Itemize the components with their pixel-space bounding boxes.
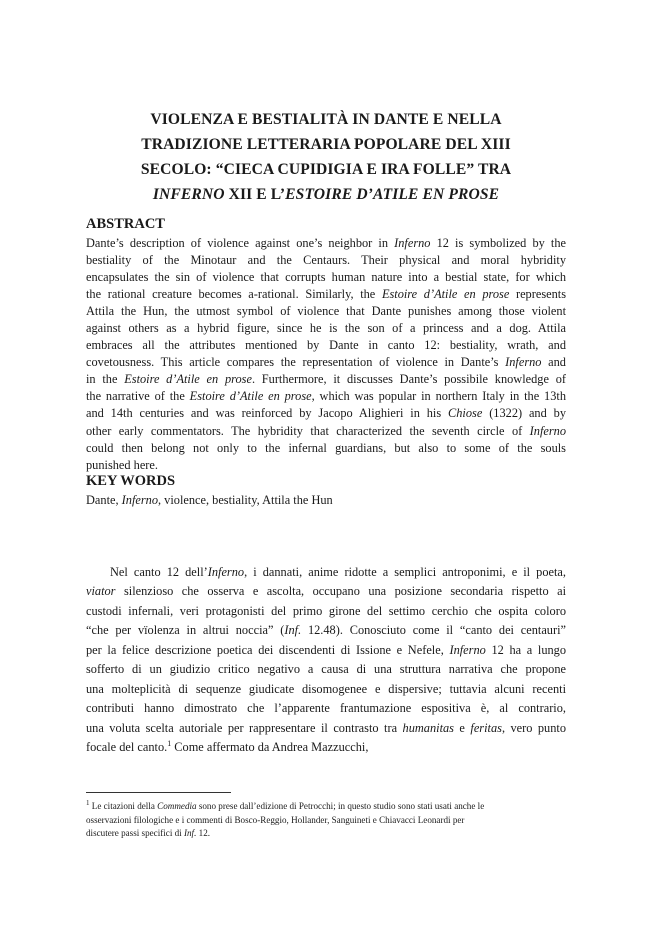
text-run: against others as a hybrid figure, since he is the son of a princess and a dog. Attila xyxy=(86,321,566,336)
text-line xyxy=(86,286,566,303)
title-line-3: SECOLO: “CIECA CUPIDIGIA E IRA FOLLE” TRA xyxy=(140,161,512,178)
text-run: Dante, xyxy=(86,493,122,507)
text-run: una molteplicità di sequenze giudicate disomogenee e dispersive; tuttavia alcuni recenti xyxy=(86,681,566,696)
text-run: discutere passi specifici di xyxy=(86,828,184,838)
text-line xyxy=(86,582,566,601)
text-run: and 14th centuries and was reinforced by Jacopo Alighieri in his xyxy=(86,406,449,421)
text-run: sofferto di un giudizio critico negativo a causa di una struttura narrativa che propone xyxy=(86,662,566,677)
italic-run: Estoire d’Atile en prose xyxy=(189,389,312,404)
text-run: 12.48). Conosciuto come il “canto dei centauri” xyxy=(301,623,566,638)
text-line xyxy=(86,440,566,457)
text-run: Le citazioni della xyxy=(89,801,158,811)
text-line xyxy=(86,800,566,814)
text-line xyxy=(86,235,566,252)
text-line xyxy=(86,719,566,738)
text-run: in the xyxy=(86,372,125,387)
text-line xyxy=(86,699,566,718)
text-run: una voluta scelta autoriale per rappresentare il contrasto tra xyxy=(86,720,403,735)
italic-run: humanitas xyxy=(402,720,454,735)
keywords-text xyxy=(86,492,566,509)
text-run: 12. xyxy=(196,828,211,838)
text-run: other early commentators. The hybridity that characterized the seventh circle of xyxy=(86,423,530,438)
italic-run: Estoire d’Atile en prose xyxy=(124,372,252,387)
keywords-heading: KEY WORDS xyxy=(86,473,176,489)
italic-run: feritas xyxy=(470,720,502,735)
text-run: Dante’s description of violence against one’s neighbor in xyxy=(86,236,395,250)
italic-run: Inferno xyxy=(529,423,566,438)
italic-run: Inferno xyxy=(207,565,245,579)
text-run: embraces all the attributes mentioned by Dante in canto 12: bestiality, wrath, and xyxy=(86,338,566,353)
text-line xyxy=(86,563,566,582)
text-run: Nel canto 12 dell’ xyxy=(110,565,208,579)
italic-run: Inferno xyxy=(449,642,486,657)
text-run: sono prese dall’edizione di Petrocchi; in questo studio sono stati usati anche le xyxy=(196,801,485,811)
text-run: the narrative of the xyxy=(86,389,190,404)
italic-run: Inferno xyxy=(505,355,542,370)
paper-title xyxy=(86,107,566,207)
text-run: the rational creature becomes a-rational. Similarly, the xyxy=(86,287,382,302)
text-run: represents xyxy=(509,287,567,302)
text-run: contributi hanno dimostrato che l’apparente frantumazione espositiva è, al contrario, xyxy=(86,701,566,716)
title-xii: XII E L’ xyxy=(224,186,286,203)
text-line xyxy=(86,320,566,337)
text-run: . Furthermore, it discusses Dante’s possibile knowledge of xyxy=(251,372,567,387)
text-run: focale del canto. xyxy=(86,740,168,755)
text-run: Come affermato da Andrea Mazzucchi, xyxy=(171,740,369,755)
text-run: per la felice descrizione poetica dei discendenti di Issione e Nefele, xyxy=(86,642,450,657)
text-run: 12 ha a lungo xyxy=(485,642,567,657)
text-line xyxy=(86,303,566,320)
text-line xyxy=(86,680,566,699)
text-run: , vero punto xyxy=(501,720,567,735)
text-line xyxy=(86,660,566,679)
italic-run: Inferno xyxy=(394,236,431,250)
text-run: silenzioso che osserva e ascolta, occupano una posizione secondaria rispetto ai xyxy=(115,584,566,599)
text-run: osservazioni filologiche e i commenti di Bosco-Reggio, Hollander, Sanguineti e Chiavacci Leonardi per xyxy=(86,814,465,825)
title-estoire: ESTOIRE D’ATILE EN PROSE xyxy=(285,186,500,203)
text-run: punished here. xyxy=(86,457,158,472)
abstract-text xyxy=(86,235,566,474)
text-run: covetousness. This article compares the representation of violence in Dante’s xyxy=(86,355,506,370)
body-text xyxy=(86,563,566,758)
text-line xyxy=(86,269,566,286)
text-run: encapsulates the sin of violence that corrupts human nature into a bestial state, for which xyxy=(86,270,566,285)
italic-run: Estoire d’Atile en prose xyxy=(381,287,510,302)
italic-run: Commedia xyxy=(157,801,197,811)
text-run: , violence, bestiality, Attila the Hun xyxy=(158,493,333,507)
title-line-1: VIOLENZA E BESTIALITÀ IN DANTE E NELLA xyxy=(150,111,502,128)
text-run: e xyxy=(453,720,471,735)
text-line xyxy=(86,371,566,388)
footnote-divider xyxy=(86,792,231,793)
text-line xyxy=(86,457,566,474)
footnote-marker: 1 xyxy=(167,738,172,748)
footnote-text xyxy=(86,800,566,841)
text-line xyxy=(86,621,566,640)
text-line xyxy=(86,354,566,371)
text-line xyxy=(86,738,566,757)
italic-run: Inferno xyxy=(121,493,158,507)
text-line xyxy=(86,337,566,354)
text-run: and xyxy=(541,355,566,370)
text-line xyxy=(86,641,566,660)
title-line-4 xyxy=(86,182,566,207)
text-line xyxy=(86,423,566,440)
italic-run: Inf. xyxy=(284,623,302,638)
text-run: “che per vïolenza in altrui noccia” ( xyxy=(86,623,285,638)
text-line xyxy=(86,388,566,405)
abstract-heading: ABSTRACT xyxy=(86,216,165,232)
text-run: 12 is symbolized by the xyxy=(430,236,566,250)
text-run: could then belong not only to the infernal guardians, but also to some of the souls xyxy=(86,440,566,455)
text-line xyxy=(86,493,333,507)
italic-run: viator xyxy=(86,584,116,599)
text-run: custodi infernali, veri protagonisti del primo girone del settimo cerchio che ospita coloro xyxy=(86,603,566,618)
text-run: , which was popular in northern Italy in the 13th xyxy=(311,389,566,404)
italic-run: Chiose xyxy=(448,406,483,421)
text-line xyxy=(86,602,566,621)
text-run: bestiality of the Minotaur and the Centaurs. Their physical and moral hybridity xyxy=(86,253,566,268)
text-line xyxy=(86,405,566,422)
text-line xyxy=(86,827,566,841)
text-line xyxy=(86,814,566,828)
text-run: , i dannati, anime ridotte a semplici antroponimi, e il poeta, xyxy=(244,565,566,579)
text-line xyxy=(86,252,566,269)
text-run: Attila the Hun, the utmost symbol of violence that Dante punishes among those violent xyxy=(86,304,566,319)
title-line-2: TRADIZIONE LETTERARIA POPOLARE DEL XIII xyxy=(141,136,511,153)
text-run: (1322) and by xyxy=(482,406,566,421)
italic-run: Inf. xyxy=(183,828,197,838)
title-inferno: INFERNO xyxy=(152,186,225,203)
footnote-marker: 1 xyxy=(86,798,90,807)
